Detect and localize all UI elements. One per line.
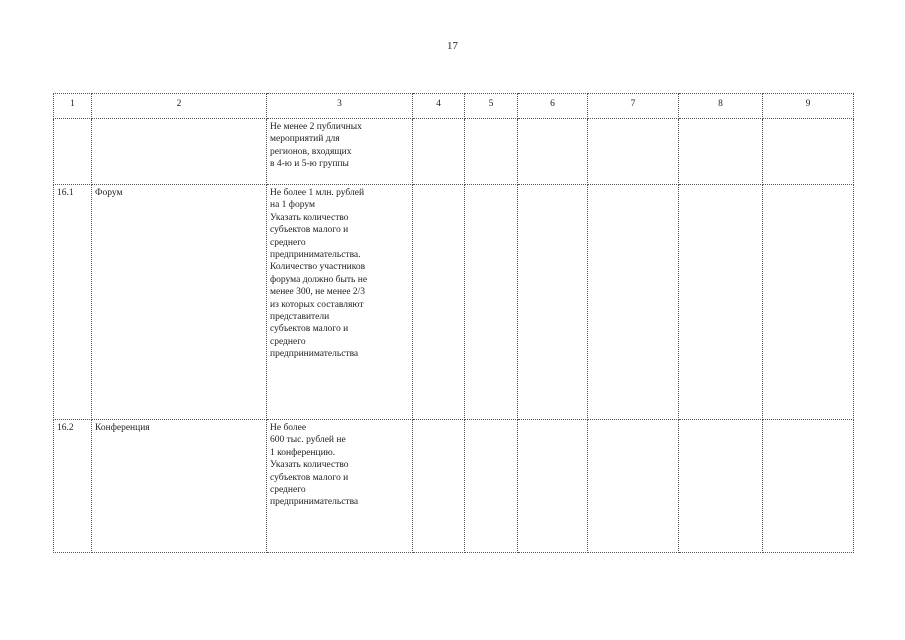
row-requirement-cell: Не более 1 млн. рублей на 1 форум Указать количество субъектов малого и среднего предпринимательства. Количество участников форума должно быть не менее 300, не менее 2/3 из которых составляют представители субъектов малого и среднего предпринимательства	[267, 185, 413, 420]
empty-cell	[465, 420, 518, 553]
empty-cell	[588, 119, 679, 185]
column-header-6: 6	[518, 94, 588, 119]
column-header-9: 9	[763, 94, 854, 119]
empty-cell	[413, 420, 465, 553]
row-requirement-cell: Не более 600 тыс. рублей не 1 конференцию. Указать количество субъектов малого и среднего предпринимательства	[267, 420, 413, 553]
empty-cell	[679, 185, 763, 420]
empty-cell	[763, 185, 854, 420]
empty-cell	[465, 119, 518, 185]
empty-cell	[518, 420, 588, 553]
row-number-cell	[54, 119, 92, 185]
empty-cell	[518, 185, 588, 420]
column-header-7: 7	[588, 94, 679, 119]
column-header-4: 4	[413, 94, 465, 119]
column-header-1: 1	[54, 94, 92, 119]
empty-cell	[588, 420, 679, 553]
page-number: 17	[447, 40, 458, 52]
empty-cell	[763, 119, 854, 185]
table-row	[54, 420, 854, 553]
table-row	[54, 119, 854, 185]
row-name-cell: Форум	[92, 185, 267, 420]
empty-cell	[465, 185, 518, 420]
empty-cell	[588, 185, 679, 420]
row-requirement-cell: Не менее 2 публичных мероприятий для регионов, входящих в 4-ю и 5-ю группы	[267, 119, 413, 185]
empty-cell	[679, 420, 763, 553]
column-header-3: 3	[267, 94, 413, 119]
row-name-cell	[92, 119, 267, 185]
header-row	[54, 94, 854, 119]
column-header-8: 8	[679, 94, 763, 119]
table-row	[54, 185, 854, 420]
empty-cell	[518, 119, 588, 185]
column-header-5: 5	[465, 94, 518, 119]
row-number-cell: 16.2	[54, 420, 92, 553]
document-table	[53, 93, 854, 553]
column-header-2: 2	[92, 94, 267, 119]
empty-cell	[413, 185, 465, 420]
empty-cell	[413, 119, 465, 185]
empty-cell	[679, 119, 763, 185]
empty-cell	[763, 420, 854, 553]
row-number-cell: 16.1	[54, 185, 92, 420]
row-name-cell: Конференция	[92, 420, 267, 553]
